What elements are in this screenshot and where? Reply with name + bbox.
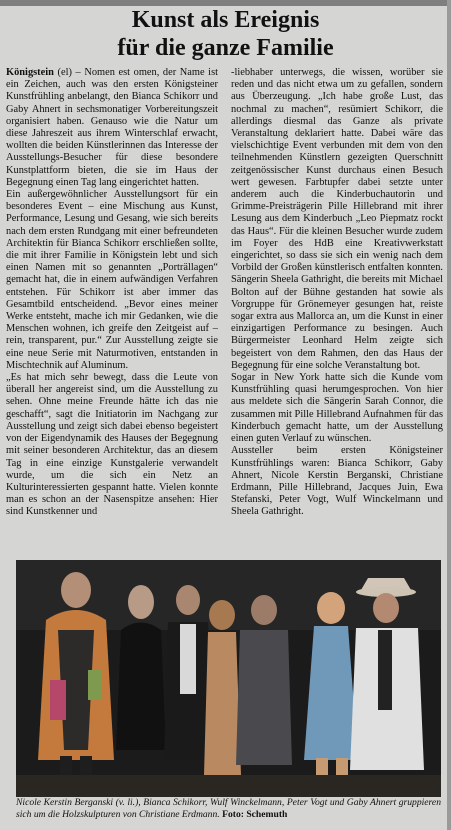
clipping-right-edge <box>447 0 451 830</box>
paragraph: Sogar in New York hatte sich die Kunde vom Kunstfrühling quasi herumgesprochen. Von hier aus meldete sich die Sängerin Sarah Connor, die zusammen mit Pille Hillebrand Aufnahmen für das Kinderbuch gemacht hatte, um der Ausstellung einen guten Verlauf zu wünschen. <box>231 372 443 445</box>
photo-caption <box>16 797 441 820</box>
caption-text: Nicole Kerstin Berganski (v. li.), Bianca Schikorr, Wulf Winckelmann, Peter Vogt und Gaby Ahnert gruppieren sich um die Holzskulpturen von Christiane Erdmann. <box>16 797 441 820</box>
paragraph: Aussteller beim ersten Königsteiner Kunstfrühlings waren: Bianca Schikorr, Gaby Ahnert, Nicole Kerstin Berganski, Christiane Erdmann, Pille Hillebrand, Jacques Juin, Ewa Stefanski, Peter Vogt, Wulf Winckelmann und Sheela Gathright. <box>231 445 443 518</box>
group-photo <box>16 560 441 797</box>
paragraph <box>6 67 218 189</box>
article-column-right <box>231 67 443 555</box>
dateline-location: Königstein <box>6 67 54 78</box>
paragraph-text: (el) – Nomen est omen, der Name ist ein Zeichen, auch was den ersten Königsteiner Kunstfrühling anbelangt, den Bianca Schikorr und Gaby Ahnert in sechsmonatiger Vorbereitungszeit organisiert haben. Genauso wie die Natur um diese Jahreszeit aus ihrem Winterschlaf erwacht, wollten die beiden Künstlerinnen das Interesse der Ausstellungs-Besucher für diese besondere Kunstplattform bieten, die sie im Haus der Begegnung einen Tag lang eingerichtet hatten. <box>6 67 218 188</box>
paragraph: Ein außergewöhnlicher Ausstellungsort für ein besonderes Event – eine Mischung aus Kunst, Performance, Lesung und Gesang, wie sich bereits nach dem ersten Rundgang mit einer befreundeten Architektin für Bianca Schikorr erschließen sollte, die mit ihrer Familie in Königstein lebt und sich einen Namen mit so genannten „Porträllagen“ gemacht hat, die in einem aufwändigen Verfahren entstehen. Für Schikorr ist aber immer das Gesamtbild entscheidend. „Bevor eines meiner Werke entsteht, mache ich mir Gedanken, wie die Menschen wohnen, ich greife den Zeitgeist auf – rein, transparent, pur.“ Zur Ausstellung zeigte sie eine neue Serie mit Naturmotiven, entstanden in Mischtechnik auf Aluminum. <box>6 189 218 371</box>
photo-credit: Foto: Schemuth <box>222 808 288 820</box>
article-column-left <box>6 67 218 555</box>
headline-line-2: für die ganze Familie <box>117 35 334 61</box>
paragraph: „Es hat mich sehr bewegt, dass die Leute von überall her angereist sind, um die Ausstellung zu sehen. Ohne meine Freunde hätte ich das nie geschafft“, sagt die Initiatorin im Nachgang zur Ausstellung und zeigt sich dabei ebenso begeistert von der Eigendynamik des Hauses der Begegnung mit seiner besonderen Architektur, das an diesem Tag in eine einzige Kunstgalerie verwandelt wurde, um die sich ein Netz an Kulturinteressierten gespannt hatte. Vielen konnte man es schon an der Nasenspitze ansehen: Hier sind Kunstkenner und <box>6 372 218 518</box>
headline-line-1: Kunst als Ereignis <box>131 7 320 33</box>
paragraph: -liebhaber unterwegs, die wissen, worüber sie reden und das nicht etwa um zu gefallen, sondern aus Überzeugung. „Ich habe große Lust, das nochmal zu machen“, resümiert Schikorr, die allerdings diesmal das Ganze als private Veranstaltung deklariert hatte. Dabei wäre das vielschichtige Event verbunden mit dem von den teilnehmenden Künstlern gezeigten Querschnitt zeitgenössischer Kunst durchaus einen Besuch wert gewesen. Farbtupfer dabei setzte unter anderem auch die Kinderbuchautorin und Grimme-Preisträgerin Pille Hillebrand mit ihrer Lesung aus dem Kinderbuch „Leo Piepmatz rockt das Haus“. Für die kleinen Besucher wurde zudem im Foyer des HdB eine Kreativwerkstatt eingerichtet, so dass sie sich ein wenig nach dem Vorbild der Großen künstlerisch entfalten konnten. Sängerin Sheela Gathright, die bereits mit Michael Bolton auf der Bühne gestanden hat sowie als Vorgruppe für Grönemeyer gesungen hat, reiste sogar extra aus Mallorca an, um die Kunst in einer einzigartigen Performance zu besingen. Auch Bürgermeister Leonhard Helm zeigte sich begeistert von dem Rahmen, den das Haus der Begegnung für eine solche Veranstaltung bot. <box>231 67 443 371</box>
group-photo-illustration <box>16 560 441 797</box>
article-headline <box>0 6 451 62</box>
